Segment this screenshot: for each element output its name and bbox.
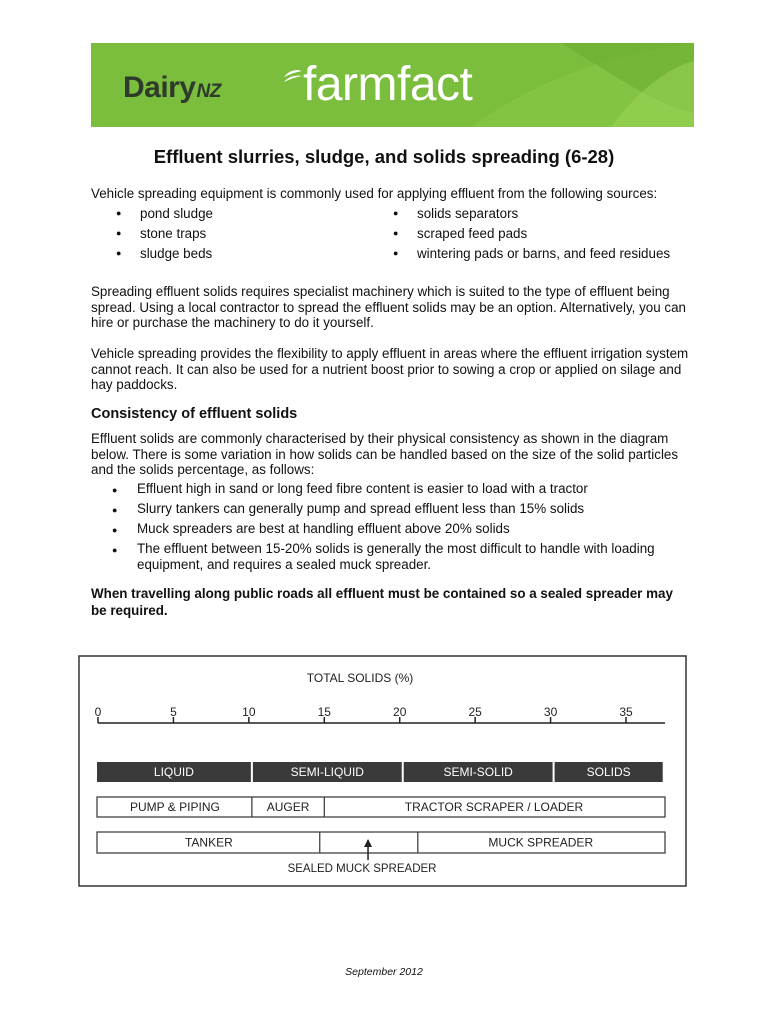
consistency-point-text: Slurry tankers can generally pump and spread effluent less than 15% solids (137, 501, 585, 516)
paragraph-consistency: Effluent solids are commonly characterised by their physical consistency as shown in the diagram below. There is some variation in how solids can be handled based on the size of the solid particles and the solids percentage, as follows: (91, 431, 679, 477)
source-label: sludge beds (140, 246, 213, 261)
paragraph-machinery: Spreading effluent solids requires specialist machinery which is suited to the type of effluent being spread. Using a local contractor to spread the effluent solids may be an option. Alternatively, you can hire or purchase the machinery to do it yourself. (91, 284, 686, 330)
fern-leaf-icon (283, 68, 303, 84)
axis-tick-label: 30 (543, 705, 558, 719)
axis-tick-label: 0 (94, 705, 102, 719)
consistency-band-label: SEMI-SOLID (443, 765, 513, 779)
consistency-band-label: SEMI-LIQUID (290, 765, 364, 779)
bullet-icon: ● (112, 505, 118, 515)
spreader-band-label: MUCK SPREADER (488, 835, 594, 850)
consistency-band-label: SOLIDS (586, 765, 631, 779)
footer-date: September 2012 (345, 966, 423, 978)
spreader-band-label: TANKER (184, 835, 233, 850)
page-title: Effluent slurries, sludge, and solids spreading (6-28) (153, 146, 615, 167)
consistency-point-text: Muck spreaders are best at handling effluent above 20% solids (137, 521, 510, 536)
bullet-icon: ● (112, 485, 118, 495)
diagram-title: TOTAL SOLIDS (%) (306, 671, 414, 685)
source-label: pond sludge (140, 206, 213, 221)
section-heading: Consistency of effluent solids (91, 406, 298, 422)
consistency-point-text: The effluent between 15-20% solids is generally the most difficult to handle with loading equipment, and requires a sealed muck spreader. (137, 541, 655, 572)
handling-band-label: AUGER (266, 800, 310, 814)
bullet-icon: ● (116, 248, 122, 258)
source-label: stone traps (140, 226, 207, 241)
bullet-icon: ● (116, 208, 122, 218)
bullet-icon: ● (116, 228, 122, 238)
axis-tick-label: 10 (242, 705, 256, 719)
annotation-label: SEALED MUCK SPREADER (287, 863, 437, 875)
handling-band-label: PUMP & PIPING (130, 800, 220, 814)
bullet-icon: ● (393, 208, 399, 218)
product-name: farmfact (303, 58, 473, 111)
consistency-point-text: Effluent high in sand or long feed fibre content is easier to load with a tractor (137, 481, 588, 496)
header-banner (91, 43, 694, 127)
axis-tick-label: 25 (468, 705, 482, 719)
road-warning: When travelling along public roads all effluent must be contained so a sealed spreader may be required. (91, 586, 673, 618)
axis-tick-label: 35 (619, 705, 633, 719)
handling-band-label: TRACTOR SCRAPER / LOADER (404, 800, 584, 814)
source-label: wintering pads or barns, and feed residues (417, 246, 671, 261)
bullet-icon: ● (393, 248, 399, 258)
axis-tick-label: 5 (170, 705, 177, 719)
intro-text: Vehicle spreading equipment is commonly used for applying effluent from the following sources: (91, 186, 658, 201)
axis-tick-label: 20 (393, 705, 407, 719)
bullet-icon: ● (112, 545, 118, 555)
source-label: solids separators (417, 206, 519, 221)
source-label: scraped feed pads (417, 226, 528, 241)
brand-name: Dairy (123, 71, 196, 104)
bullet-icon: ● (393, 228, 399, 238)
dairynz-logo (123, 71, 221, 105)
total-solids-diagram (78, 655, 687, 887)
brand-suffix: NZ (196, 81, 221, 102)
paragraph-flexibility: Vehicle spreading provides the flexibility to apply effluent in areas where the effluent irrigation system cannot reach. It can also be used for a nutrient boost prior to sowing a crop or applied on silage and hay paddocks. (91, 346, 689, 392)
axis-tick-label: 15 (317, 705, 331, 719)
bullet-icon: ● (112, 525, 118, 535)
consistency-band-label: LIQUID (153, 765, 194, 779)
